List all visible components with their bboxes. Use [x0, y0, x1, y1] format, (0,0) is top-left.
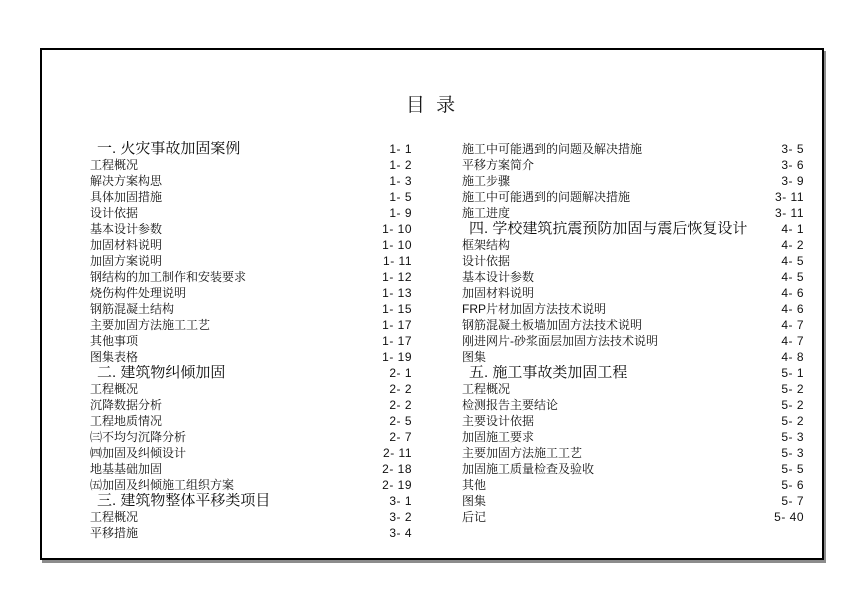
toc-entry-label: 二. 建筑物纠倾加固: [97, 365, 226, 381]
toc-entry-page: 5- 2: [781, 414, 804, 428]
toc-entry-page: 1- 10: [382, 238, 412, 252]
toc-entry: [462, 205, 804, 221]
toc-entry-page: 2- 7: [389, 430, 412, 444]
toc-entry-label: 加固材料说明: [90, 238, 163, 252]
toc-entry-page: 1- 11: [383, 254, 412, 268]
toc-entry: [90, 269, 412, 285]
toc-entry-page: 1- 17: [382, 334, 412, 348]
toc-entry-label: 检测报告主要结论: [462, 398, 559, 412]
toc-entry-page: 4- 8: [781, 350, 804, 364]
toc-entry-label: 后记: [462, 510, 487, 524]
toc-entry: [462, 173, 804, 189]
toc-entry-page: 2- 2: [389, 382, 412, 396]
toc-entry: [90, 301, 412, 317]
toc-entry-page: 4- 1: [781, 222, 804, 236]
toc-entry: [462, 445, 804, 461]
toc-section-entry: [90, 141, 412, 157]
toc-entry-label: 图集: [462, 494, 487, 508]
toc-entry: [90, 221, 412, 237]
toc-entry-page: 4- 7: [781, 318, 804, 332]
toc-entry: [90, 413, 412, 429]
toc-entry-page: 4- 6: [781, 286, 804, 300]
toc-entry: [90, 173, 412, 189]
toc-entry-page: 3- 11: [775, 190, 804, 204]
toc-entry: [90, 509, 412, 525]
toc-entry: [462, 493, 804, 509]
toc-entry-label: 刚进网片-砂浆面层加固方法技术说明: [462, 334, 658, 348]
toc-entry-page: 5- 5: [781, 462, 804, 476]
toc-entry: [90, 253, 412, 269]
toc-entry-page: 5- 2: [781, 382, 804, 396]
toc-entry-label: 地基基础加固: [90, 462, 163, 476]
toc-entry-label: 工程概况: [462, 382, 511, 396]
toc-entry-page: 4- 6: [781, 302, 804, 316]
toc-entry-page: 3- 2: [389, 510, 412, 524]
toc-entry: [90, 157, 412, 173]
toc-entry-page: 2- 19: [382, 478, 412, 492]
toc-entry-page: 3- 1: [389, 494, 412, 508]
toc-entry-label: 其他: [462, 478, 487, 492]
toc-entry: [462, 269, 804, 285]
toc-entry: [462, 333, 804, 349]
toc-entry-page: 5- 2: [781, 398, 804, 412]
toc-entry-label: ㈣加固及纠倾设计: [90, 446, 187, 460]
page-title: 目 录: [405, 95, 459, 116]
toc-entry-label: 加固材料说明: [462, 286, 535, 300]
toc-entry: [90, 445, 412, 461]
toc-entry: [462, 349, 804, 365]
toc-entry-page: 1- 1: [389, 142, 412, 156]
toc-entry: [90, 397, 412, 413]
toc-entry: [90, 461, 412, 477]
toc-entry: [462, 189, 804, 205]
toc-section-entry: [462, 221, 804, 237]
toc-entry: [90, 429, 412, 445]
toc-entry-label: ㈤加固及纠倾施工组织方案: [90, 478, 235, 492]
toc-entry-page: 5- 3: [781, 446, 804, 460]
toc-entry-label: 工程地质情况: [90, 414, 163, 428]
toc-entry-label: 加固方案说明: [90, 254, 163, 268]
toc-entry: [462, 141, 804, 157]
toc-entry-label: 主要加固方法施工工艺: [462, 446, 583, 460]
toc-entry: [462, 301, 804, 317]
toc-entry-label: 五. 施工事故类加固工程: [469, 365, 628, 381]
toc-entry-page: 2- 11: [383, 446, 412, 460]
toc-entry-label: 主要加固方法施工工艺: [90, 318, 211, 332]
toc-entry: [90, 237, 412, 253]
toc-entry-label: 工程概况: [90, 158, 139, 172]
toc-entry: [462, 461, 804, 477]
toc-entry-label: 沉降数据分析: [90, 398, 163, 412]
toc-entry-label: 设计依据: [462, 254, 511, 268]
toc-entry-label: 基本设计参数: [90, 222, 163, 236]
toc-entry-label: 基本设计参数: [462, 270, 535, 284]
toc-entry-label: 施工进度: [462, 206, 511, 220]
toc-entry-label: 图集: [462, 350, 487, 364]
toc-entry-page: 5- 3: [781, 430, 804, 444]
toc-entry: [90, 525, 412, 541]
toc-entry-label: 工程概况: [90, 382, 139, 396]
toc-entry-page: 2- 5: [389, 414, 412, 428]
toc-entry-page: 3- 4: [389, 526, 412, 540]
toc-entry: [90, 381, 412, 397]
toc-entry-label: 施工步骤: [462, 174, 511, 188]
toc-entry: [462, 285, 804, 301]
toc-entry: [462, 413, 804, 429]
toc-section-entry: [462, 365, 804, 381]
toc-entry: [90, 205, 412, 221]
toc-entry-label: 四. 学校建筑抗震预防加固与震后恢复设计: [469, 221, 748, 237]
toc-page: [40, 48, 824, 560]
toc-entry-page: 1- 19: [382, 350, 412, 364]
toc-entry: [462, 253, 804, 269]
toc-entry-page: 1- 5: [389, 190, 412, 204]
toc-entry-page: 2- 18: [382, 462, 412, 476]
toc-entry: [462, 477, 804, 493]
toc-entry-label: 平移措施: [90, 526, 139, 540]
toc-entry-page: 5- 6: [781, 478, 804, 492]
toc-entry-page: 4- 7: [781, 334, 804, 348]
toc-entry: [462, 509, 804, 525]
toc-entry-page: 1- 12: [382, 270, 412, 284]
toc-entry: [462, 429, 804, 445]
toc-entry-page: 5- 1: [781, 366, 804, 380]
toc-column-left: [90, 141, 412, 541]
toc-entry-page: 3- 6: [781, 158, 804, 172]
toc-entry-label: ㈢不均匀沉降分析: [90, 430, 187, 444]
toc-entry-label: FRP片材加固方法技术说明: [462, 302, 607, 316]
toc-entry-page: 1- 17: [382, 318, 412, 332]
toc-entry-label: 钢筋混凝土结构: [90, 302, 175, 316]
toc-entry-page: 1- 15: [382, 302, 412, 316]
toc-entry-page: 1- 9: [389, 206, 412, 220]
toc-entry: [90, 317, 412, 333]
toc-entry-page: 3- 11: [775, 206, 804, 220]
toc-entry-label: 加固施工质量检查及验收: [462, 462, 595, 476]
toc-entry-label: 钢结构的加工制作和安装要求: [90, 270, 247, 284]
toc-entry-page: 5- 40: [774, 510, 804, 524]
toc-entry: [462, 381, 804, 397]
toc-entry-label: 加固施工要求: [462, 430, 535, 444]
toc-entry-label: 施工中可能遇到的问题及解决措施: [462, 142, 643, 156]
toc-entry-label: 其他事项: [90, 334, 139, 348]
toc-entry: [462, 317, 804, 333]
toc-entry-label: 施工中可能遇到的问题解决措施: [462, 190, 631, 204]
toc-entry-page: 1- 10: [382, 222, 412, 236]
toc-entry: [462, 397, 804, 413]
toc-entry-page: 1- 3: [389, 174, 412, 188]
toc-entry: [462, 157, 804, 173]
toc-entry-page: 5- 7: [781, 494, 804, 508]
toc-entry-page: 4- 5: [781, 254, 804, 268]
toc-entry-label: 图集表格: [90, 350, 139, 364]
toc-entry-label: 设计依据: [90, 206, 139, 220]
toc-entry-label: 平移方案简介: [462, 158, 535, 172]
toc-entry-label: 一. 火灾事故加固案例: [97, 141, 241, 157]
toc-entry-page: 1- 13: [382, 286, 412, 300]
toc-entry-label: 具体加固措施: [90, 190, 163, 204]
toc-entry-page: 4- 2: [781, 238, 804, 252]
toc-entry: [90, 189, 412, 205]
toc-entry-label: 主要设计依据: [462, 414, 535, 428]
toc-entry-page: 2- 1: [389, 366, 412, 380]
toc-entry-label: 钢筋混凝土板墙加固方法技术说明: [462, 318, 643, 332]
toc-entry-page: 1- 2: [389, 158, 412, 172]
toc-entry-label: 解决方案构思: [90, 174, 163, 188]
toc-entry-label: 三. 建筑物整体平移类项目: [97, 493, 271, 509]
toc-entry-page: 4- 5: [781, 270, 804, 284]
toc-entry-page: 3- 5: [781, 142, 804, 156]
toc-entry-page: 2- 2: [389, 398, 412, 412]
toc-entry: [90, 349, 412, 365]
toc-entry: [90, 333, 412, 349]
toc-entry: [462, 237, 804, 253]
toc-entry: [90, 285, 412, 301]
toc-section-entry: [90, 493, 412, 509]
toc-entry-label: 工程概况: [90, 510, 139, 524]
toc-entry-label: 烧伤构件处理说明: [90, 286, 187, 300]
toc-column-right: [462, 141, 804, 525]
toc-entry-page: 3- 9: [781, 174, 804, 188]
toc-entry: [90, 477, 412, 493]
toc-section-entry: [90, 365, 412, 381]
toc-entry-label: 框架结构: [462, 238, 511, 252]
